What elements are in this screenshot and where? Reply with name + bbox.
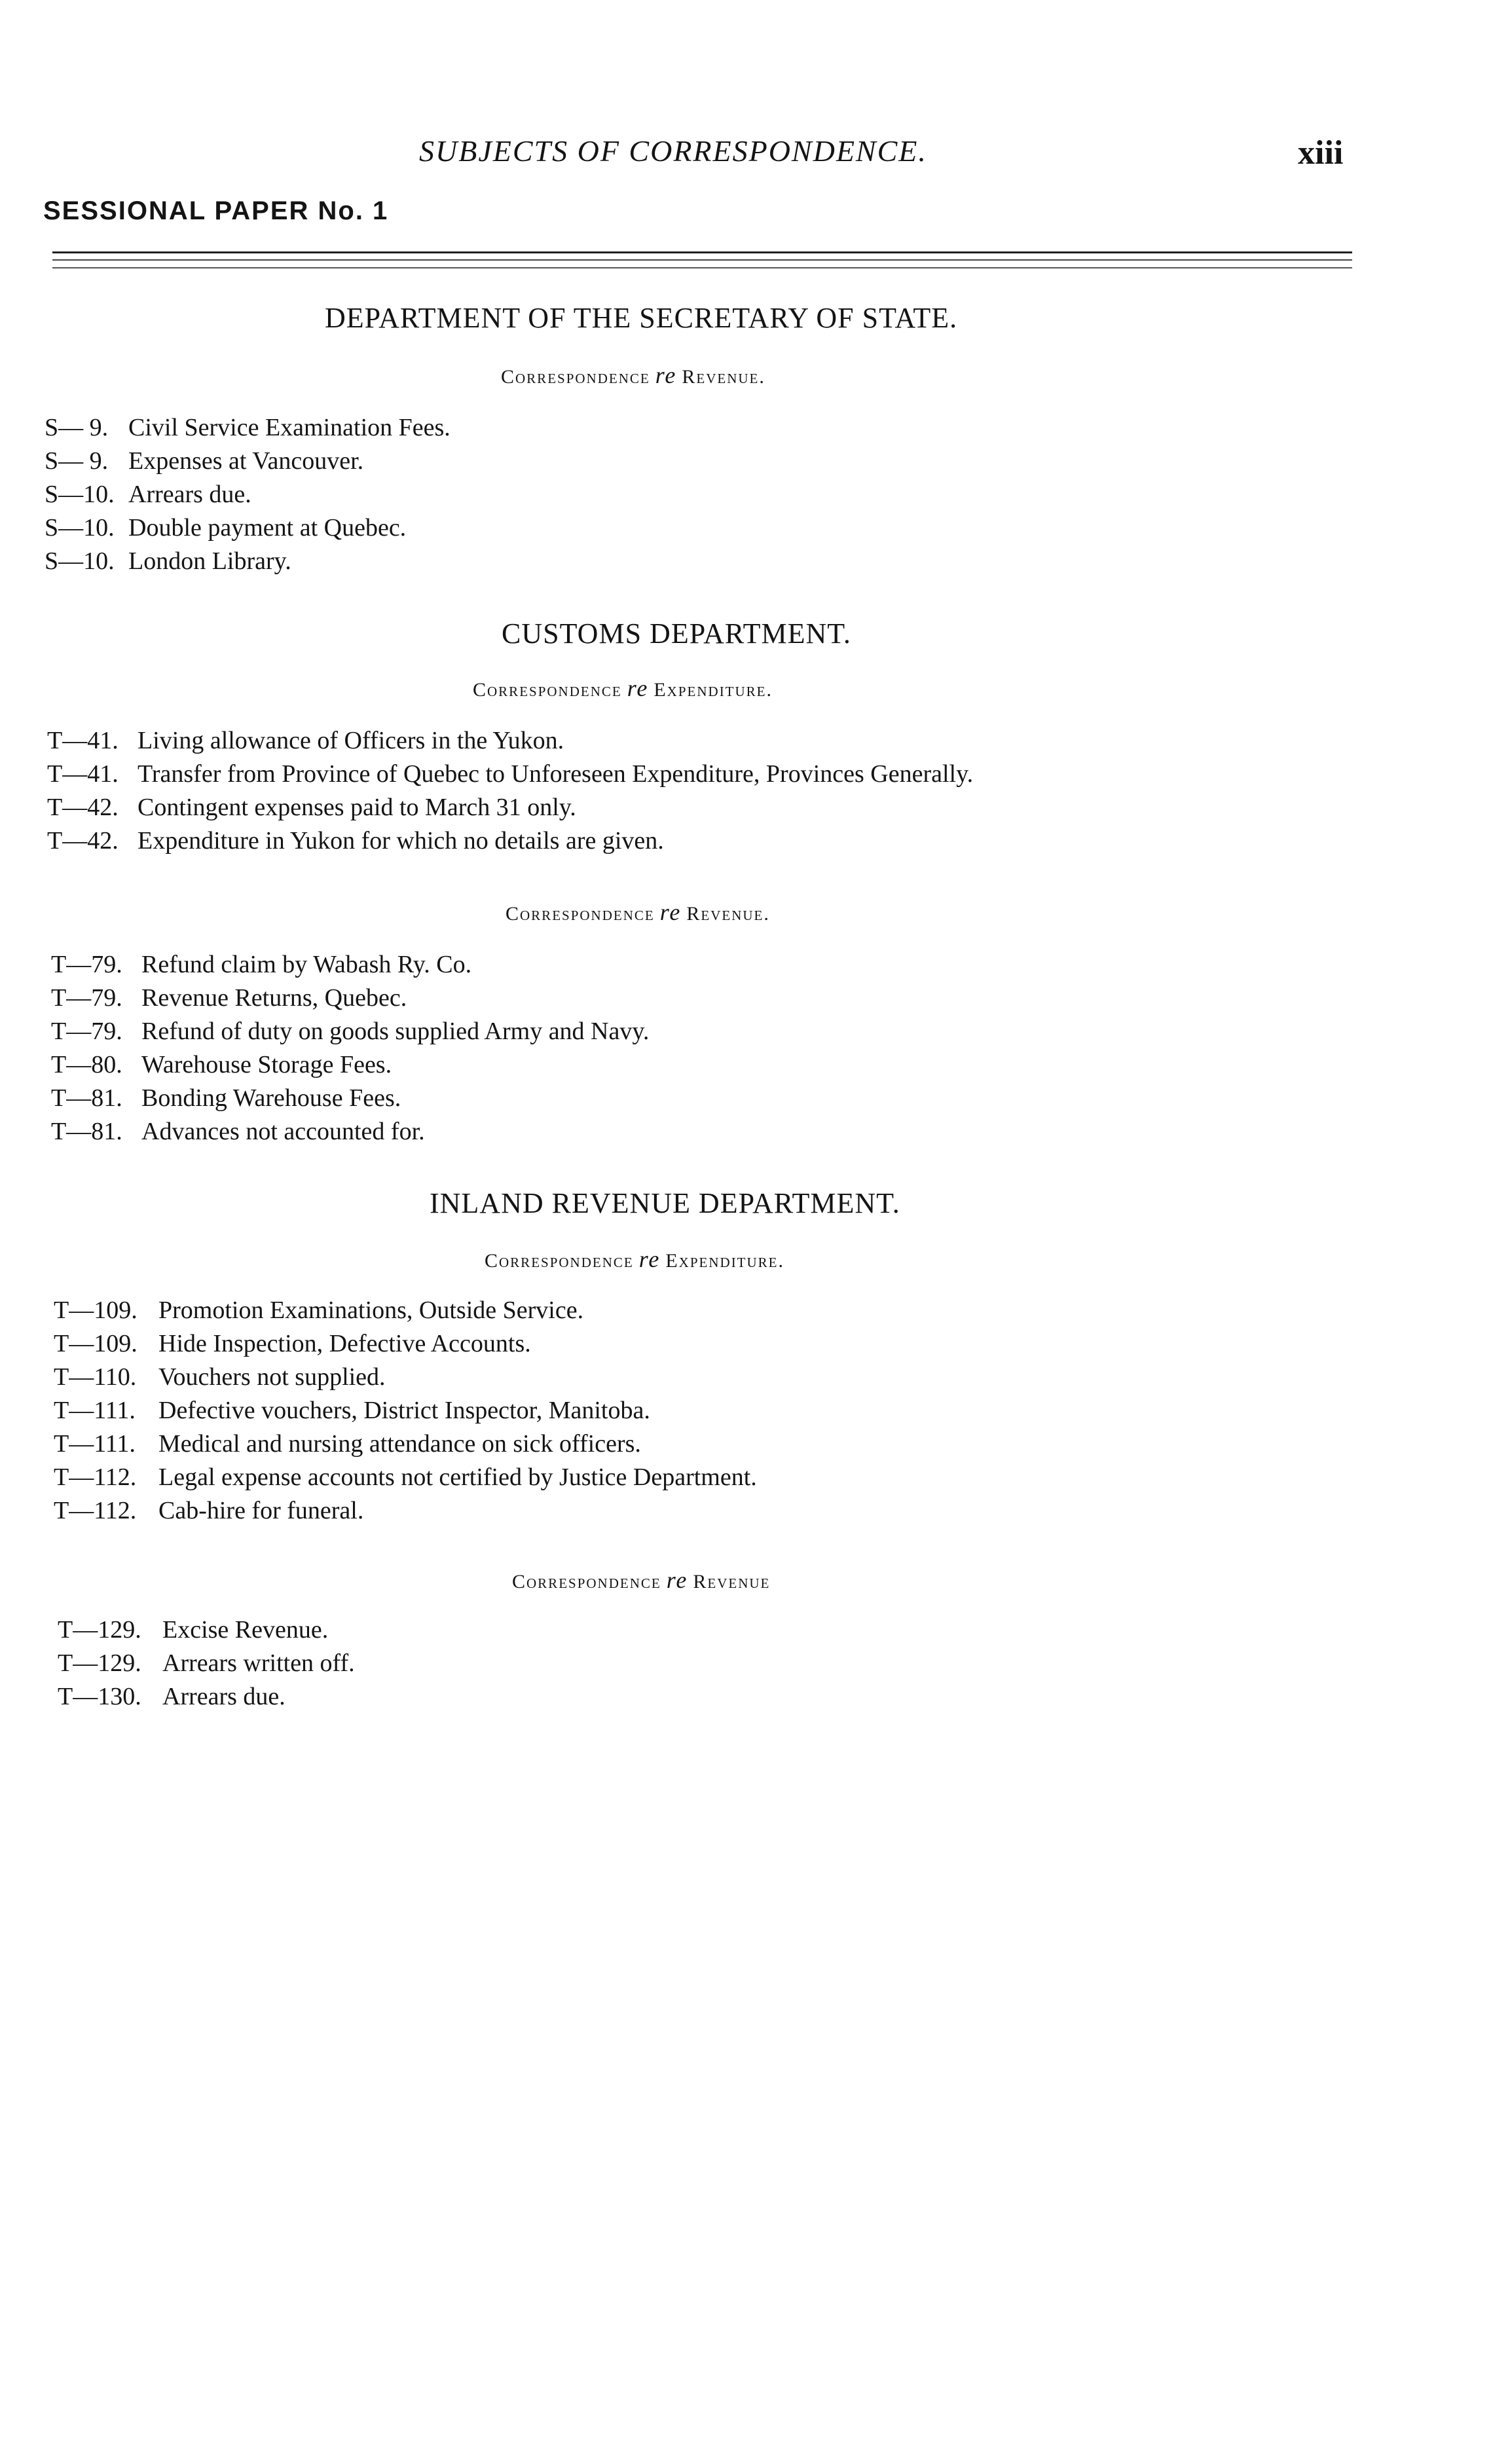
entry-text: Defective vouchers, District Inspector, Manitoba. xyxy=(158,1397,650,1424)
entry-text: Medical and nursing attendance on sick officers. xyxy=(158,1430,641,1458)
list-item xyxy=(45,478,451,511)
subsection-topic: Expenditure. xyxy=(665,1250,785,1272)
entry-text: Expenses at Vancouver. xyxy=(128,447,364,475)
department-heading: DEPARTMENT OF THE SECRETARY OF STATE. xyxy=(325,302,958,334)
list-item xyxy=(51,1082,649,1115)
entry-code: T—79. xyxy=(51,951,122,978)
entry-code: S— 9. xyxy=(45,447,109,475)
list-item xyxy=(47,758,973,791)
list-item xyxy=(47,724,973,758)
subsection-re: re xyxy=(666,1567,688,1593)
sessional-paper-label: SESSIONAL PAPER No. 1 xyxy=(43,196,389,225)
list-item xyxy=(58,1613,355,1647)
entry-code: T—112. xyxy=(54,1497,137,1524)
entry-text: Living allowance of Officers in the Yukon. xyxy=(138,727,564,754)
entry-list xyxy=(51,948,649,1149)
entry-code: T—111. xyxy=(54,1430,136,1458)
subsection-re: re xyxy=(638,1246,661,1272)
running-title: SUBJECTS OF CORRESPONDENCE. xyxy=(419,134,927,168)
entry-code: T—80. xyxy=(51,1051,122,1078)
list-item xyxy=(51,1048,649,1082)
entry-code: T—111. xyxy=(54,1397,136,1424)
list-item xyxy=(54,1461,757,1494)
entry-code: T—42. xyxy=(47,827,119,855)
list-item xyxy=(51,982,649,1015)
entry-code: T—81. xyxy=(51,1084,122,1112)
subsection-heading xyxy=(512,1566,770,1594)
subsection-topic: Expenditure. xyxy=(654,679,773,701)
page-number: xiii xyxy=(1298,134,1344,172)
list-item xyxy=(45,511,451,545)
entry-text: Double payment at Quebec. xyxy=(128,514,407,542)
entry-text: Bonding Warehouse Fees. xyxy=(141,1084,401,1112)
entry-code: T—109. xyxy=(54,1330,138,1357)
header-rule xyxy=(52,251,1352,253)
list-item xyxy=(54,1427,757,1461)
subsection-re: re xyxy=(627,675,649,701)
entry-text: London Library. xyxy=(128,547,291,575)
entry-text: Cab-hire for funeral. xyxy=(158,1497,364,1524)
list-item xyxy=(45,445,451,478)
entry-text: Arrears written off. xyxy=(162,1649,355,1677)
list-item xyxy=(45,411,451,445)
list-item xyxy=(51,948,649,982)
department-heading: INLAND REVENUE DEPARTMENT. xyxy=(430,1187,900,1219)
list-item xyxy=(45,545,451,578)
entry-code: S—10. xyxy=(45,547,115,575)
entry-code: T—79. xyxy=(51,1018,122,1045)
entry-list xyxy=(47,724,973,858)
entry-text: Arrears due. xyxy=(128,481,251,508)
subsection-topic: Revenue. xyxy=(682,366,765,388)
subsection-prefix: Correspondence xyxy=(512,1571,661,1592)
entry-text: Excise Revenue. xyxy=(162,1616,329,1644)
entry-text: Expenditure in Yukon for which no details are given. xyxy=(138,827,664,855)
entry-text: Arrears due. xyxy=(162,1683,285,1710)
subsection-heading xyxy=(506,898,770,926)
entry-text: Revenue Returns, Quebec. xyxy=(141,984,407,1012)
entry-code: T—41. xyxy=(47,760,119,788)
entry-code: T—41. xyxy=(47,727,119,754)
entry-list xyxy=(58,1613,355,1714)
subsection-prefix: Correspondence xyxy=(485,1250,634,1272)
entry-text: Refund of duty on goods supplied Army and Navy. xyxy=(141,1018,650,1045)
subsection-re: re xyxy=(655,362,677,388)
entry-code: S— 9. xyxy=(45,414,109,441)
entry-text: Transfer from Province of Quebec to Unforeseen Expenditure, Provinces Generally. xyxy=(138,760,974,788)
subsection-prefix: Correspondence xyxy=(473,679,622,701)
header-rule xyxy=(52,267,1352,268)
list-item xyxy=(58,1680,355,1714)
department-heading: CUSTOMS DEPARTMENT. xyxy=(502,617,851,650)
subsection-prefix: Correspondence xyxy=(506,903,655,925)
entry-text: Refund claim by Wabash Ry. Co. xyxy=(141,951,472,978)
entry-code: T—81. xyxy=(51,1118,122,1145)
entry-text: Civil Service Examination Fees. xyxy=(128,414,451,441)
list-item xyxy=(51,1015,649,1048)
list-item xyxy=(54,1494,757,1528)
subsection-heading xyxy=(501,361,765,389)
entry-text: Promotion Examinations, Outside Service. xyxy=(158,1296,584,1324)
entry-text: Contingent expenses paid to March 31 only. xyxy=(138,794,576,821)
subsection-re: re xyxy=(659,899,682,925)
subsection-prefix: Correspondence xyxy=(501,366,650,388)
subsection-heading xyxy=(473,674,773,702)
entry-code: S—10. xyxy=(45,514,115,542)
entry-text: Legal expense accounts not certified by Justice Department. xyxy=(158,1463,757,1491)
entry-code: T—109. xyxy=(54,1296,138,1324)
list-item xyxy=(54,1394,757,1427)
list-item xyxy=(47,824,973,858)
entry-code: T—79. xyxy=(51,984,122,1012)
list-item xyxy=(51,1115,649,1149)
subsection-heading xyxy=(485,1245,784,1273)
subsection-topic: Revenue. xyxy=(686,903,770,925)
entry-code: S—10. xyxy=(45,481,115,508)
subsection-topic: Revenue xyxy=(693,1571,771,1592)
list-item xyxy=(58,1647,355,1680)
entry-text: Advances not accounted for. xyxy=(141,1118,425,1145)
entry-code: T—112. xyxy=(54,1463,137,1491)
entry-code: T—42. xyxy=(47,794,119,821)
list-item xyxy=(54,1327,757,1361)
list-item xyxy=(47,791,973,824)
entry-code: T—129. xyxy=(58,1649,141,1677)
entry-code: T—129. xyxy=(58,1616,141,1644)
entry-code: T—110. xyxy=(54,1363,137,1391)
entry-text: Hide Inspection, Defective Accounts. xyxy=(158,1330,531,1357)
entry-list xyxy=(45,411,451,578)
header-rule xyxy=(52,259,1352,261)
entry-text: Vouchers not supplied. xyxy=(158,1363,386,1391)
list-item xyxy=(54,1361,757,1394)
entry-list xyxy=(54,1294,757,1528)
entry-text: Warehouse Storage Fees. xyxy=(141,1051,392,1078)
entry-code: T—130. xyxy=(58,1683,141,1710)
list-item xyxy=(54,1294,757,1327)
